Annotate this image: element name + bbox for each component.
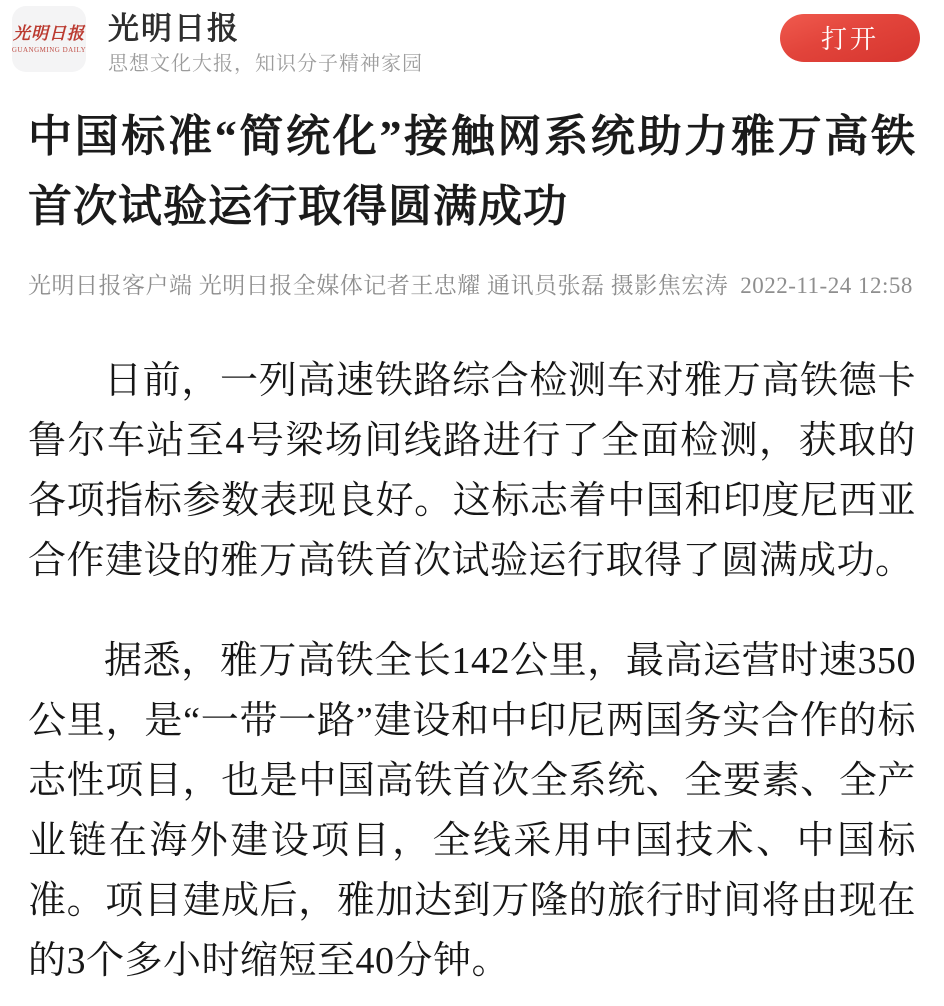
- publisher-meta: [108, 6, 423, 76]
- byline: [28, 269, 916, 303]
- paragraph: 据悉，雅万高铁全长142公里，最高运营时速350公里，是“一带一路”建设和中印尼两国务实合作的标志性项目，也是中国高铁首次全系统、全要素、全产业链在海外建设项目，全线采用中国技术、中国标准。项目建成后，雅加达到万隆的旅行时间将由现在的3个多小时缩短至40分钟。: [28, 640, 916, 982]
- paragraph: 日前，一列高速铁路综合检测车对雅万高铁德卡鲁尔车站至4号梁场间线路进行了全面检测，获取的各项指标参数表现良好。这标志着中国和印度尼西亚合作建设的雅万高铁首次试验运行取得了圆满成功。: [28, 360, 916, 582]
- byline-authors: 光明日报客户端 光明日报全媒体记者王忠耀 通讯员张磊 摄影焦宏涛: [28, 273, 729, 298]
- logo-caption: GUANGMING DAILY: [11, 46, 87, 54]
- publisher-logo[interactable]: [12, 6, 86, 72]
- publisher-name: 光明日报: [108, 11, 240, 46]
- article-title: 中国标准“简统化”接触网系统助力雅万高铁首次试验运行取得圆满成功: [28, 112, 916, 231]
- publisher-tagline: 思想文化大报，知识分子精神家园: [108, 53, 423, 75]
- app-header: [0, 0, 944, 76]
- publish-time: 2022-11-24 12:58: [740, 273, 913, 298]
- open-app-button[interactable]: 打开: [780, 14, 920, 62]
- article-body: [0, 102, 944, 991]
- logo-calligraphy: 光明日报: [13, 24, 85, 43]
